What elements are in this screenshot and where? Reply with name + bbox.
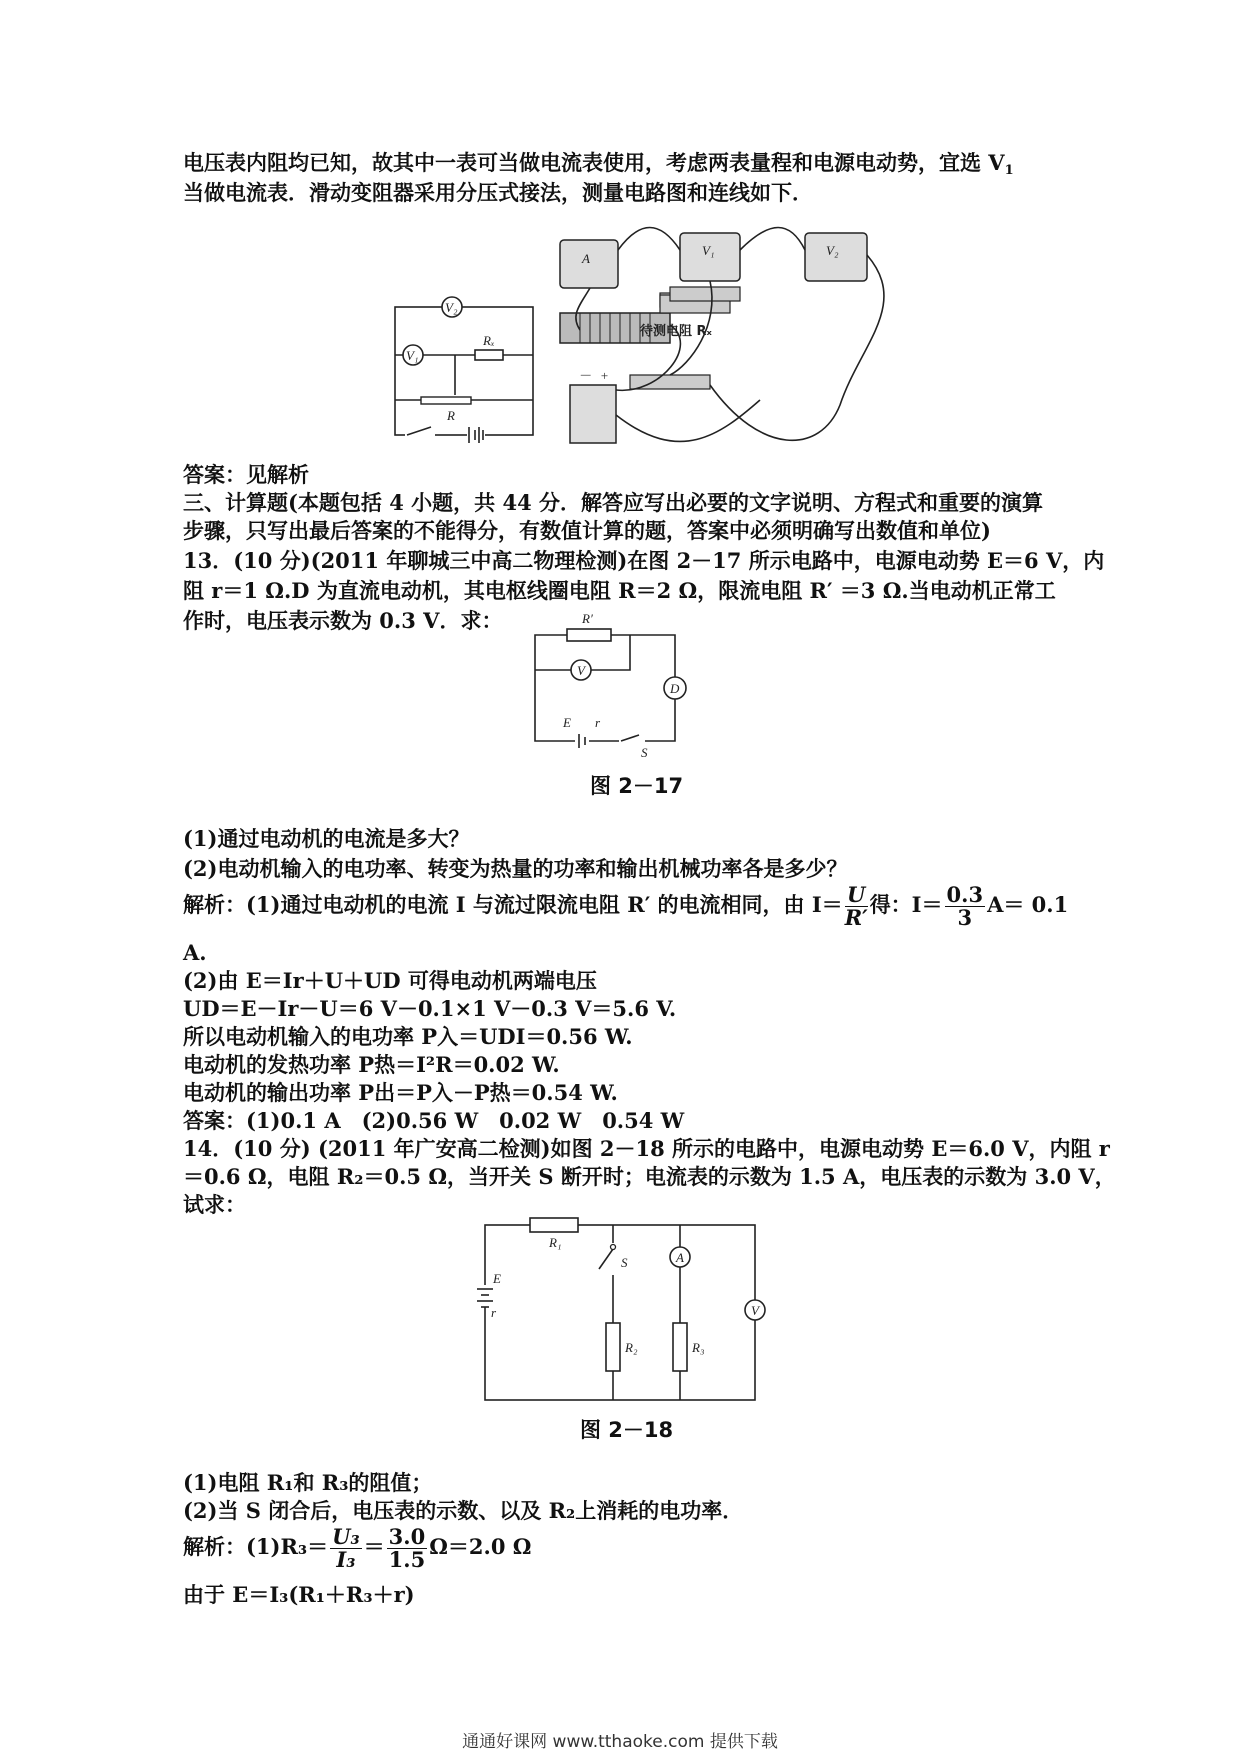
solution-line: 电动机的输出功率 P出＝P入－P热＝0.54 W. bbox=[183, 1080, 618, 1105]
wiring-sketch bbox=[560, 225, 1060, 455]
svg-text:S: S bbox=[641, 745, 648, 760]
answer-line: 答案：(1)0.1 A (2)0.56 W 0.02 W 0.54 W bbox=[183, 1108, 685, 1133]
question-13: 13．(10 分)(2011 年聊城三中高二物理检测)在图 2－17 所示电路中，电源电动势 E＝6 V，内 bbox=[183, 548, 1105, 573]
solution-line: (2)由 E＝Ir＋U＋UD 可得电动机两端电压 bbox=[183, 968, 597, 993]
question-part: (2)电动机输入的电功率、转变为热量的功率和输出机械功率各是多少？ bbox=[183, 856, 848, 881]
resistor-r3 bbox=[673, 1323, 687, 1371]
resistor-r1 bbox=[530, 1218, 578, 1232]
text-line: A. bbox=[183, 940, 207, 965]
solution-line: 电动机的发热功率 P热＝I²R＝0.02 W. bbox=[183, 1052, 560, 1077]
svg-text:r: r bbox=[595, 715, 601, 730]
battery-icon bbox=[570, 385, 616, 443]
circuit-fig-2-17 bbox=[535, 611, 715, 760]
section-heading: 三、计算题(本题包括 4 小题，共 44 分．解答应写出必要的文字说明、方程式和重要的演算 bbox=[183, 490, 1044, 515]
text-line: 阻 r＝1 Ω.D 为直流电动机，其电枢线圈电阻 R＝2 Ω，限流电阻 R′ ＝3 Ω.当电动机正常工 bbox=[183, 578, 1056, 603]
svg-text:Rₓ: Rₓ bbox=[483, 333, 495, 348]
figure-caption: 图 2－18 bbox=[580, 1418, 674, 1442]
solution-line: 由于 E＝I₃(R₁＋R₃＋r) bbox=[183, 1582, 415, 1607]
solution-line: 所以电动机输入的电功率 P入＝UDI＝0.56 W. bbox=[183, 1024, 633, 1049]
svg-text:A: A bbox=[582, 251, 590, 266]
resistor-rx bbox=[475, 350, 503, 360]
text-line: 作时，电压表示数为 0.3 V．求： bbox=[183, 608, 503, 633]
svg-text:+: + bbox=[600, 368, 609, 383]
figure-caption: 图 2－17 bbox=[590, 774, 684, 798]
svg-text:R₃: R₃ bbox=[692, 1340, 705, 1355]
question-part: (1)通过电动机的电流是多大？ bbox=[183, 826, 470, 851]
svg-text:A: A bbox=[676, 1250, 684, 1265]
rheostat-r bbox=[421, 397, 471, 404]
svg-text:V₂: V₂ bbox=[445, 300, 458, 315]
svg-text:待测电阻 Rₓ: 待测电阻 Rₓ bbox=[640, 324, 712, 339]
svg-text:V₁: V₁ bbox=[406, 348, 419, 363]
svg-text:E: E bbox=[563, 715, 571, 730]
svg-text:D: D bbox=[670, 681, 680, 696]
svg-text:E: E bbox=[493, 1271, 501, 1286]
svg-text:V: V bbox=[577, 663, 585, 678]
svg-text:R₁: R₁ bbox=[549, 1235, 562, 1250]
rx-resistor-icon bbox=[670, 287, 740, 301]
solution-line: 解析：(1)R₃＝ $\frac{\text{U₃}}{\text{I₃}}$ ＝ $\frac{3.0}{1.5}$ Ω＝2.0 Ω bbox=[183, 1524, 532, 1572]
circuit-fig-2-18 bbox=[485, 1225, 765, 1405]
page-footer: 通通好课网 www.tthaoke.com 提供下载 bbox=[462, 1732, 778, 1752]
svg-text:R′: R′ bbox=[582, 611, 593, 626]
svg-text:R₂: R₂ bbox=[625, 1340, 638, 1355]
text-line: ＝0.6 Ω，电阻 R₂＝0.5 Ω，当开关 S 断开时；电流表的示数为 1.5 A，电压表的示数为 3.0 V， bbox=[183, 1164, 1116, 1189]
question-14: 14．(10 分) (2011 年广安高二检测)如图 2－18 所示的电路中，电源电动势 E＝6.0 V，内阻 r bbox=[183, 1136, 1110, 1161]
svg-text:S: S bbox=[621, 1255, 628, 1270]
solution-line: UD＝E－Ir－U＝6 V－0.1×1 V－0.3 V＝5.6 V. bbox=[183, 996, 677, 1021]
resistor-r-prime bbox=[567, 629, 611, 641]
solution-line: 解析：(1)通过电动机的电流 I 与流过限流电阻 R′ 的电流相同，由 I＝ $\frac{U}{R'}$ 得：I＝ $\frac{0.3}{3}$ A＝ 0.1 bbox=[183, 882, 1069, 930]
question-part: (1)电阻 R₁和 R₃的阻值； bbox=[183, 1470, 433, 1495]
text-line: 步骤，只写出最后答案的不能得分，有数值计算的题，答案中必须明确写出数值和单位) bbox=[183, 518, 991, 543]
circuit-schematic-a bbox=[395, 295, 545, 445]
svg-text:V₁: V₁ bbox=[702, 243, 715, 258]
text-line: 电压表内阻均已知，故其中一表可当做电流表使用，考虑两表量程和电源电动势，宜选 $V_1$ bbox=[183, 150, 1014, 178]
svg-text:R: R bbox=[447, 408, 455, 423]
text-line: 当做电流表．滑动变阻器采用分压式接法，测量电路图和连线如下． bbox=[183, 180, 813, 205]
svg-text:V₂: V₂ bbox=[826, 243, 839, 258]
resistor-r2 bbox=[606, 1323, 620, 1371]
text-line: 试求： bbox=[183, 1192, 246, 1217]
answer-line: 答案：见解析 bbox=[183, 462, 309, 487]
svg-text:V: V bbox=[751, 1303, 759, 1318]
question-part: (2)当 S 闭合后，电压表的示数、以及 R₂上消耗的电功率． bbox=[183, 1498, 744, 1523]
svg-text:r: r bbox=[491, 1305, 497, 1320]
svg-text:－: － bbox=[578, 368, 592, 383]
